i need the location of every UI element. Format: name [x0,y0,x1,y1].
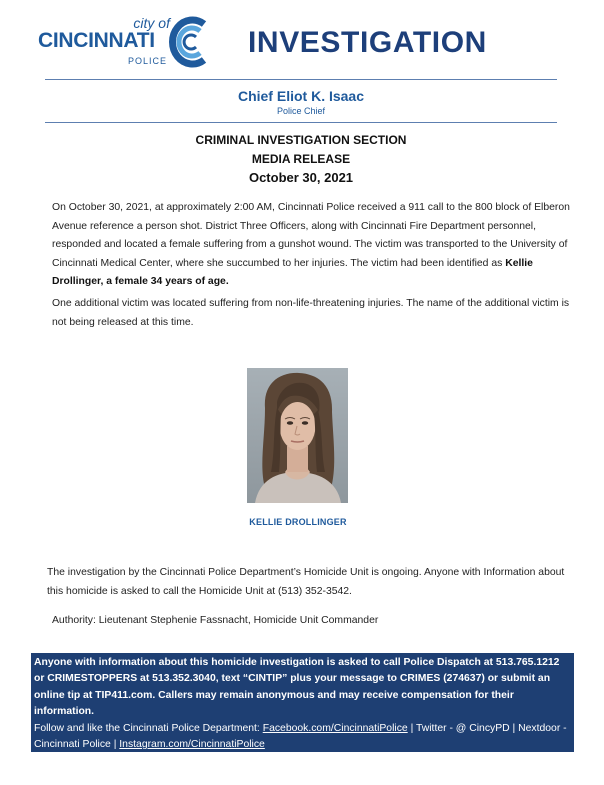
incident-paragraph [52,199,572,292]
logo-city-of-text: city of [133,15,170,31]
section-title: CRIMINAL INVESTIGATION SECTION [195,133,407,147]
investigation-paragraph: The investigation by the Cincinnati Police Department’s Homicide Unit is ongoing. Anyone with Information about this homicide is asked to call the Homicide Unit at (513) 352-3542. [47,567,565,597]
page-title: INVESTIGATION [248,26,487,59]
victim-caption: KELLIE DROLLINGER [249,517,347,527]
tip-info-box [31,653,574,752]
chief-name: Chief Eliot K. Isaac [237,88,365,104]
chief-title: Police Chief [276,106,326,116]
incident-text: On October 30, 2021, at approximately 2:00 AM, Cincinnati Police received a 911 call to the 800 block of Elberon Avenue reference a person shot. District Three Officers, along with Cincinnati Fire Department personnel, responded and located a female suffering from a gunshot wound. The victim was transported to the University of Cincinnati Medical Center, where she succumbed to her injuries. The victim had been identified as [52,202,570,269]
logo-cincinnati-text: CINCINNATI [38,29,155,52]
social-follow-line [34,721,571,754]
additional-victim-paragraph: One additional victim was located suffering from non-life-threatening injuries. The name of the additional victim is not being released at this time. [52,298,570,328]
authority-line: Authority: Lieutenant Stephenie Fassnacht, Homicide Unit Commander [52,615,379,626]
tip-instructions: Anyone with information about this homicide investigation is asked to call Police Dispatch at 513.765.1212 or CRIMESTOPPERS at 513.352.3040, text “CINTIP” plus your message to CRIMES (274637) or submit an online tip at TIP411.com. Callers may remain anonymous and may receive compensation for their information. [34,657,560,718]
social-separators: | Twitter - @ CincyPD | Nextdoor - Cincinnati Police | [34,722,567,751]
logo-police-text: POLICE [128,56,168,66]
follow-prefix: Follow and like the Cincinnati Police Department: [34,722,263,734]
victim-portrait-image [247,368,348,503]
victim-identification: Kellie Drollinger, a female 34 years of age. [52,257,533,287]
header-divider [45,79,557,80]
facebook-link[interactable]: Facebook.com/CincinnatiPolice [262,722,408,734]
chief-divider [45,122,557,123]
instagram-link[interactable]: Instagram.com/CincinnatiPolice [119,739,265,751]
victim-photo [247,368,348,503]
release-date: October 30, 2021 [248,170,354,185]
release-type: MEDIA RELEASE [251,152,351,166]
city-logo-c-icon [166,16,212,68]
